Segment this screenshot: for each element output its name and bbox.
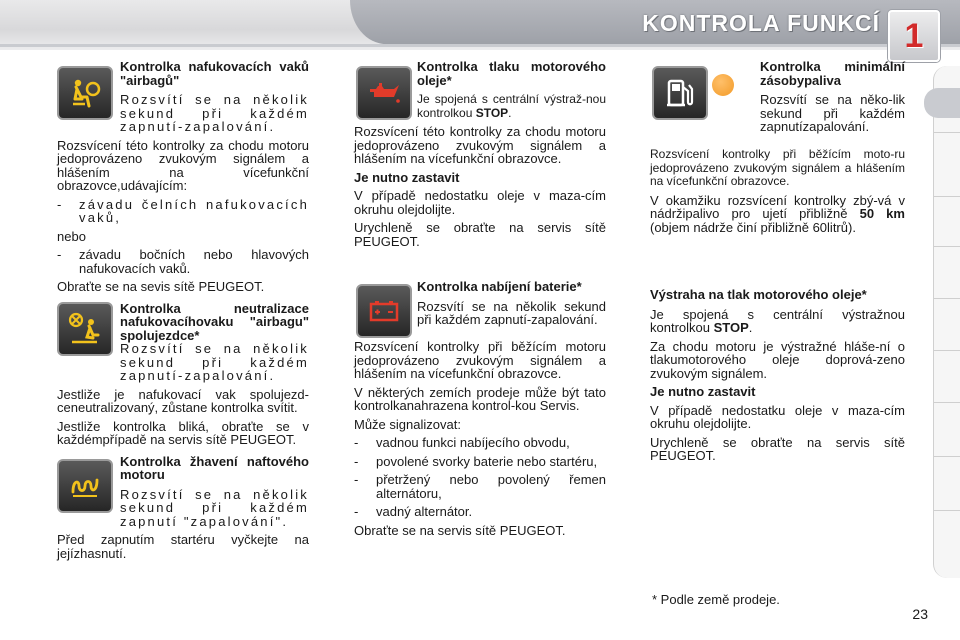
list-item: - závadu bočních nebo hlavových nafukovacích vaků. (57, 247, 309, 276)
oil-stop-required: Je nutno zastavit (354, 169, 460, 185)
glow-header-text (120, 455, 309, 529)
fuel-range: V okamžiku rozsvícení kontrolky zbý-vá v nádržipalivo pro ujetí přibližně 50 km (objem nádrže činí přibližně 60litrů). (650, 192, 905, 235)
battery-header-text (417, 280, 606, 327)
battery-section (354, 280, 606, 340)
oil-warning-section (650, 288, 905, 463)
oil-warning-refill: V případě nedostatku oleje v maza-cím okruhu olejdolijte. (650, 402, 905, 431)
airbag-section (57, 60, 309, 134)
page-number: 23 (912, 606, 928, 622)
side-tab-divider (934, 132, 960, 133)
side-tab-divider (934, 456, 960, 457)
airbag-item-side: závadu bočních nebo hlavových nafukovacích vaků. (79, 247, 309, 276)
oil-refill: V případě nedostatku oleje v maza-cím okruhu olejdolijte. (354, 188, 606, 217)
battery-contact: Obraťte se na servis sítě PEUGEOT. (354, 522, 566, 538)
glow-plug-icon (57, 459, 113, 513)
chapter-number: 1 (904, 16, 924, 55)
list-item: - vadnou funkci nabíjecího obvodu, (354, 435, 570, 450)
airbag-or: nebo (57, 228, 86, 244)
side-tab-divider (934, 196, 960, 197)
fuel-section (650, 60, 905, 148)
neutralize-section (57, 302, 309, 383)
list-item: - přetržený nebo povolený řemen alternátoru, (354, 472, 606, 501)
side-tab-divider (934, 510, 960, 511)
page-title: KONTROLA FUNKCÍ (642, 10, 880, 36)
column-left (57, 60, 309, 565)
column-right (650, 60, 905, 468)
status-indicator-dot (712, 74, 734, 96)
oil-warning-required: Je nutno zastavit (650, 384, 756, 399)
oil-intro: Je spojená s centrální výstraž-nou kontrolkou STOP. (417, 92, 606, 120)
glow-section (57, 455, 309, 529)
airbag-intro: Rozsvítí se na několik sekund při každém zapnutí-zapalování. (120, 92, 309, 134)
airbag-item-front: závadu čelních nafukovacích vaků, (79, 196, 309, 225)
glow-intro: Rozsvítí se na několik sekund při každém zapnutí "zapalování". (120, 486, 309, 529)
side-tab-divider (934, 402, 960, 403)
oil-warning-description: Za chodu motoru je výstražné hláše-ní o tlakumotorového oleje doprová-zeno zvukovým signálem. (650, 338, 905, 381)
list-item: - závadu čelních nafukovacích vaků, (57, 196, 309, 225)
side-tab-divider (934, 350, 960, 351)
oil-can-icon (356, 66, 412, 120)
neutralize-title: Kontrolka neutralizace nafukovacíhovaku "airbagu" spolujezdce* (120, 300, 309, 343)
airbag-off-icon (57, 302, 113, 356)
neutralize-description-1: Jestliže je nafukovací vak spolujezd-ceneutralizovaný, zůstane kontrolka svítit. (57, 386, 309, 415)
header-divider (0, 44, 960, 47)
glow-description: Před zapnutím startéru vyčkejte na jejízhasnutí. (57, 532, 309, 561)
airbag-header-text (120, 60, 309, 134)
battery-intro: Rozsvítí se na několik sekund při každém zapnutí-zapalování. (417, 298, 606, 327)
fuel-title: Kontrolka minimální zásobypaliva (760, 59, 905, 88)
battery-service-note: V některých zemích prodeje může být tato kontrolkanahrazena kontrol-kou Servis. (354, 384, 606, 413)
oil-warning-stop: Je spojená s centrální výstražnou kontrolkou STOP. (650, 306, 905, 335)
battery-title: Kontrolka nabíjení baterie* (417, 279, 582, 294)
chapter-badge (888, 10, 940, 62)
side-tab-strip (933, 66, 960, 578)
fuel-pump-icon (652, 66, 708, 120)
oil-section (354, 60, 606, 120)
fuel-description: Rozsvícení kontrolky při běžícím moto-ru jedoprovázeno zvukovým signálem a hlášením na vícefunkční obrazovce. (650, 147, 905, 188)
fuel-intro: Rozsvítí se na něko-lik sekund při každém zapnutízapalování. (760, 92, 905, 134)
oil-description: Rozsvícení této kontrolky za chodu motoru jedoprovázeno zvukovým signálem a hlášením na vícefunkční obrazovce. (354, 124, 606, 166)
oil-warning-title: Výstraha na tlak motorového oleje* (650, 287, 867, 302)
list-item: - vadný alternátor. (354, 504, 473, 519)
airbag-contact: Obraťte se na sevis sítě PEUGEOT. (57, 279, 265, 294)
oil-header-text (417, 60, 606, 120)
oil-warning-contact: Urychleně se obraťte na servis sítě PEUGEOT. (650, 434, 905, 463)
side-tab-divider (934, 298, 960, 299)
airbag-title: Kontrolka nafukovacích vaků "airbagů" (120, 59, 309, 88)
airbag-person-icon (57, 66, 113, 120)
battery-signal-intro: Může signalizovat: (354, 416, 461, 432)
list-item: - povolené svorky baterie nebo startéru, (354, 453, 598, 469)
side-tab-active[interactable] (924, 88, 960, 118)
neutralize-description-2: Jestliže kontrolka bliká, obraťte se v každémpřípadě na servis sítě PEUGEOT. (57, 418, 309, 447)
oil-contact: Urychleně se obraťte na servis sítě PEUGEOT. (354, 220, 606, 249)
battery-icon (356, 284, 412, 338)
oil-title: Kontrolka tlaku motorového oleje* (417, 59, 606, 88)
glow-title: Kontrolka žhavení naftového motoru (120, 453, 309, 482)
column-middle (354, 60, 606, 542)
battery-description: Rozsvícení kontrolky při běžícím motoru jedoprovázeno zvukovým signálem a hlášením na vícefunkční obrazovce. (354, 339, 606, 381)
neutralize-intro: Rozsvítí se na několik sekund při každém zapnutí-zapalování. (120, 341, 309, 383)
footnote: * Podle země prodeje. (652, 592, 780, 607)
neutralize-header-text (120, 302, 309, 383)
fuel-header-text (760, 60, 905, 134)
side-tab-divider (934, 246, 960, 247)
airbag-description: Rozsvícení této kontrolky za chodu motoru jedoprovázeno zvukovým signálem a hlášením na vícefunkční obrazovce,udávajícím: (57, 137, 309, 193)
